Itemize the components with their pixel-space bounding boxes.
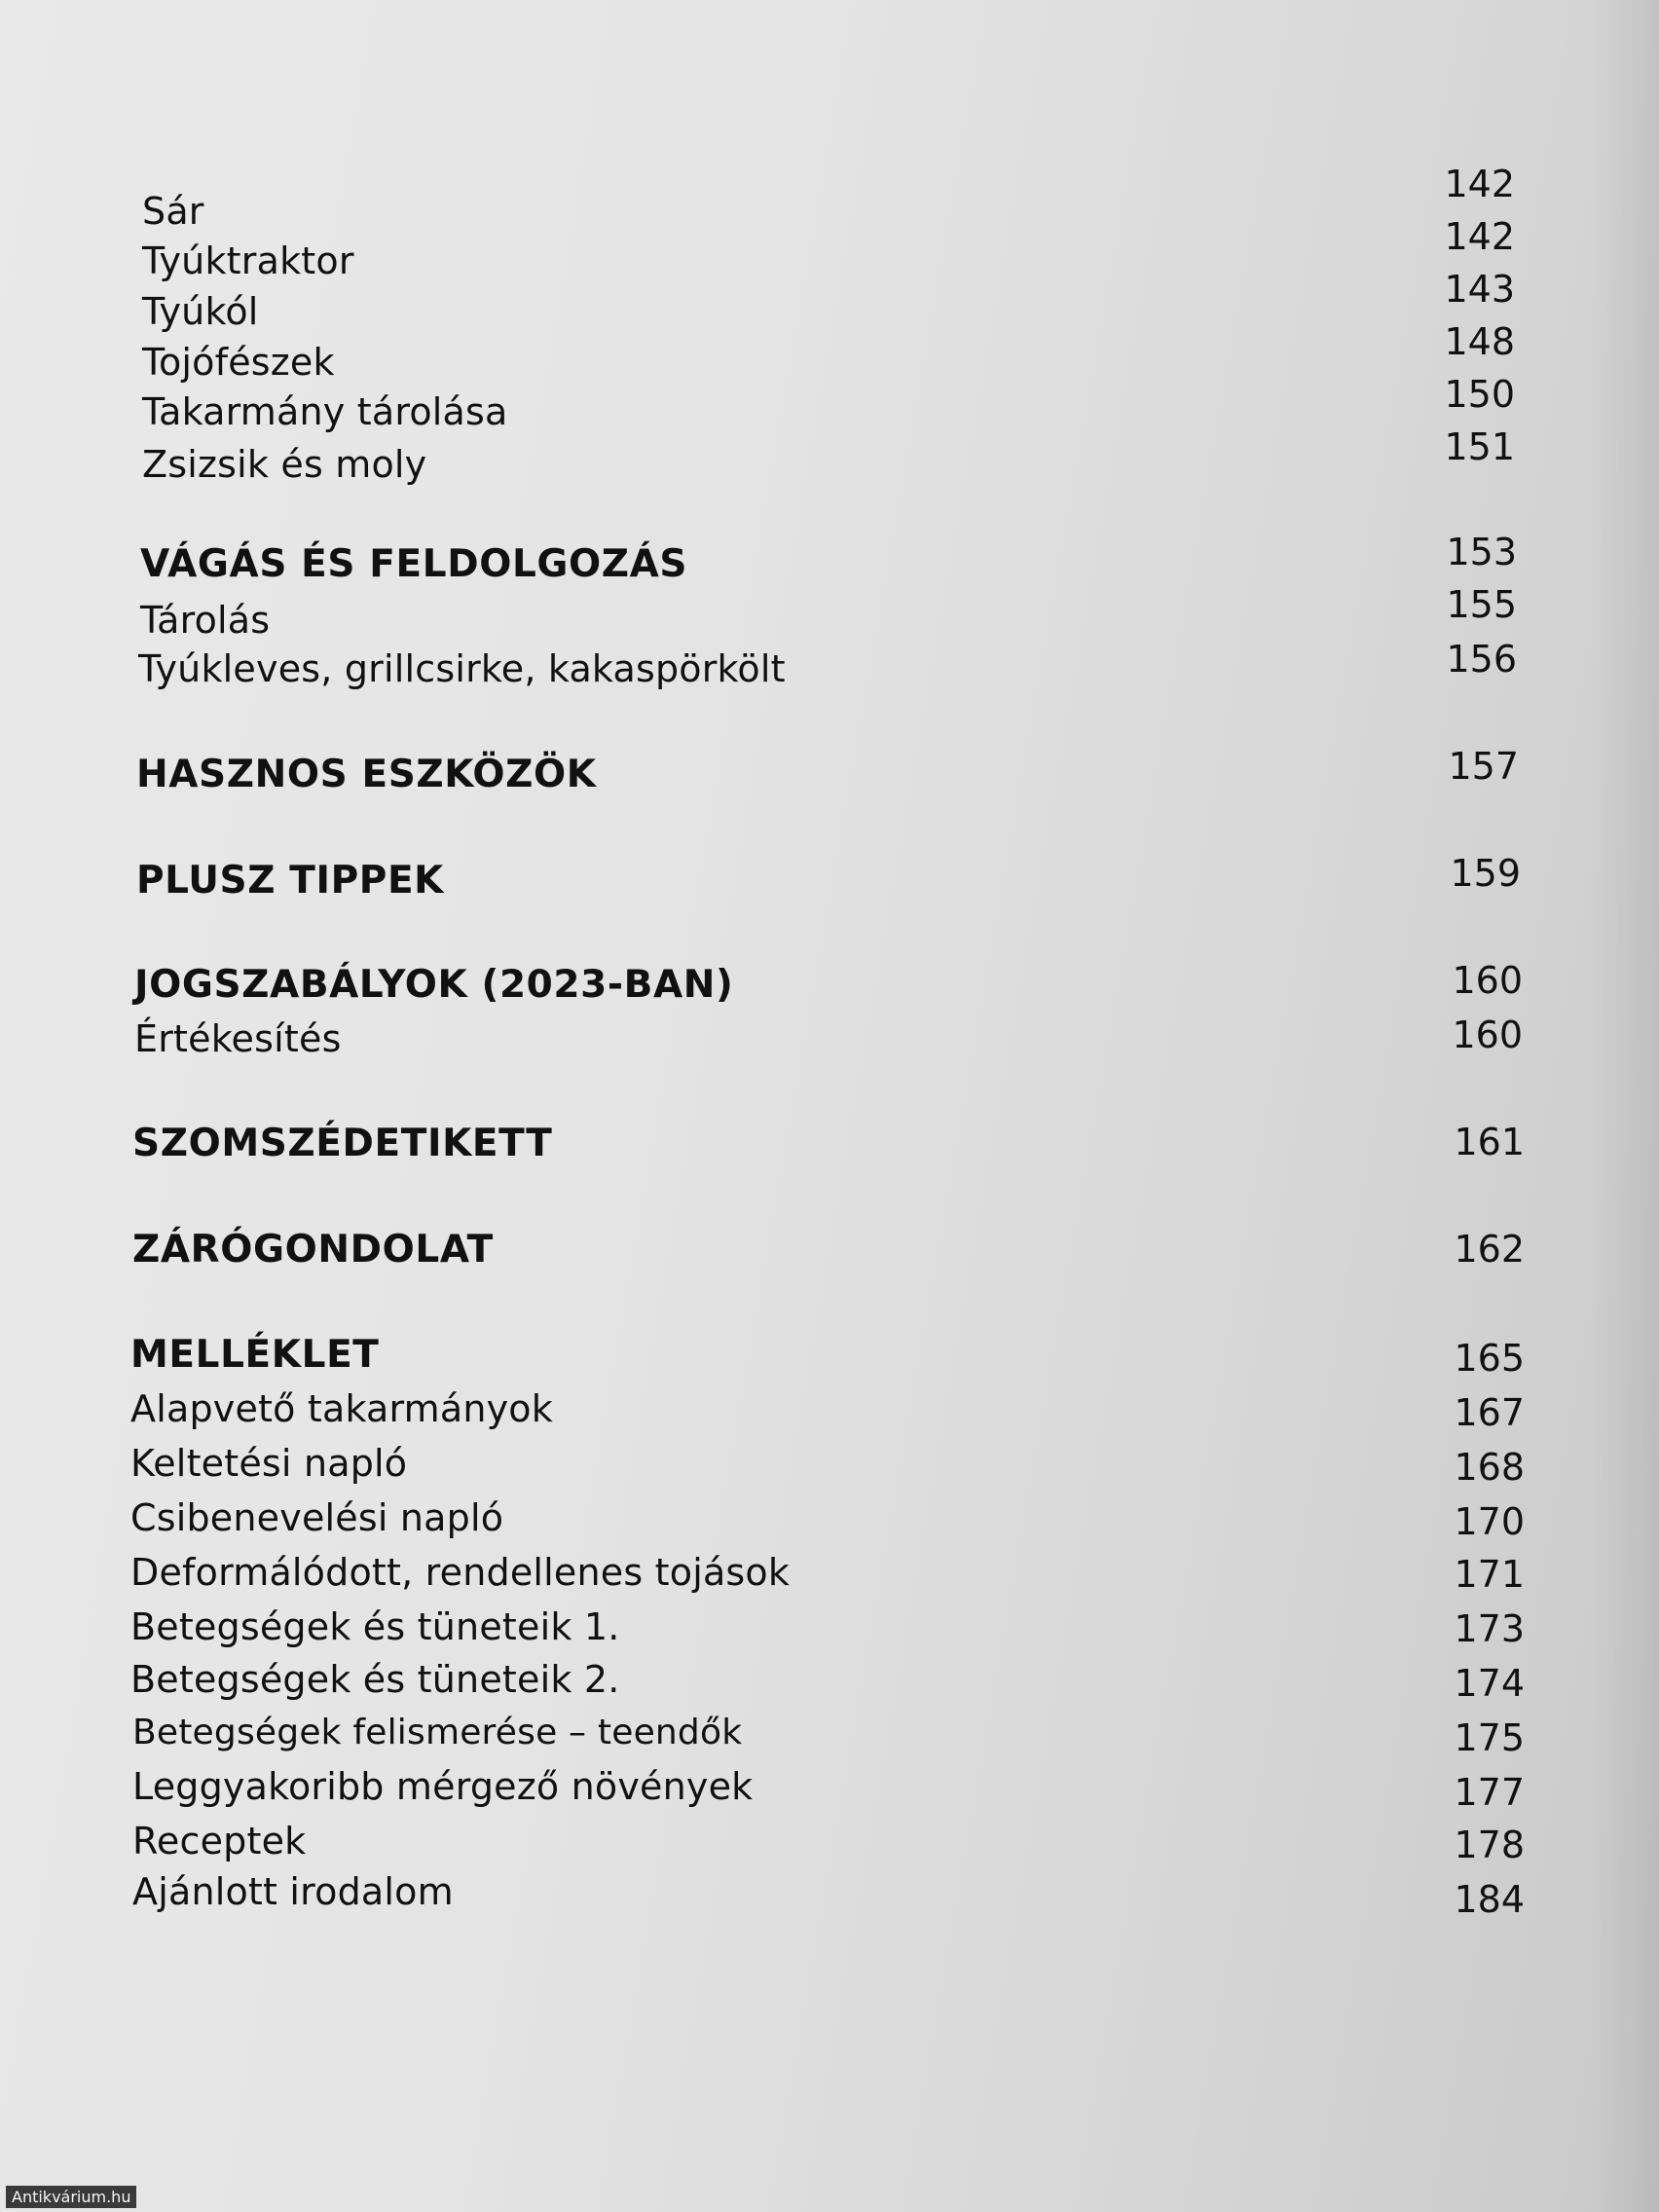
- toc-page-number: 184: [1454, 1878, 1525, 1921]
- toc-title: Betegségek és tüneteik 2.: [130, 1658, 620, 1701]
- toc-title: Deformálódott, rendellenes tojások: [130, 1551, 791, 1594]
- toc-title: Receptek: [132, 1820, 307, 1862]
- toc-page-number: 148: [1444, 320, 1515, 363]
- toc-page-number: 151: [1444, 425, 1515, 468]
- toc-page-number: 159: [1450, 852, 1521, 895]
- toc-title: Takarmány tárolása: [142, 390, 508, 433]
- toc-section-title: VÁGÁS ÉS FELDOLGOZÁS: [140, 542, 688, 586]
- toc-page-number: 178: [1454, 1824, 1525, 1866]
- toc-page-number: 155: [1446, 583, 1517, 626]
- toc-section-title: ZÁRÓGONDOLAT: [132, 1228, 494, 1272]
- toc-page-number: 177: [1454, 1771, 1525, 1814]
- toc-title: Tyúkleves, grillcsirke, kakaspörkölt: [138, 647, 786, 690]
- toc-page-number: 143: [1444, 268, 1515, 311]
- toc-title: Csibenevelési napló: [130, 1496, 504, 1539]
- toc-section-title: HASZNOS ESZKÖZÖK: [136, 753, 597, 796]
- toc-title: Leggyakoribb mérgező növények: [132, 1765, 754, 1808]
- page-edge-shadow: [1591, 0, 1659, 2212]
- toc-page-number: 161: [1454, 1121, 1525, 1163]
- toc-title: Keltetési napló: [130, 1442, 408, 1485]
- toc-page-number: 173: [1454, 1607, 1525, 1650]
- toc-section-title: PLUSZ TIPPEK: [136, 859, 445, 903]
- toc-title: Betegségek és tüneteik 1.: [130, 1605, 620, 1648]
- toc-page-number: 170: [1454, 1500, 1525, 1543]
- toc-title: Tyúkól: [142, 290, 259, 333]
- toc-page-number: 160: [1452, 1014, 1523, 1056]
- toc-section-title: JOGSZABÁLYOK (2023-BAN): [134, 963, 734, 1007]
- toc-page-number: 142: [1444, 163, 1515, 205]
- toc-page-number: 165: [1454, 1337, 1525, 1380]
- toc-title: Értékesítés: [134, 1017, 342, 1060]
- toc-page-number: 150: [1444, 373, 1515, 416]
- toc-page-number: 156: [1446, 638, 1517, 681]
- toc-section-title: MELLÉKLET: [130, 1333, 380, 1377]
- toc-title: Tyúktraktor: [142, 240, 354, 282]
- toc-page-number: 171: [1454, 1553, 1525, 1596]
- toc-page-number: 153: [1446, 531, 1517, 573]
- toc-title: Tárolás: [140, 599, 271, 642]
- toc-section-title: SZOMSZÉDETIKETT: [132, 1122, 553, 1165]
- toc-page-number: 157: [1448, 745, 1519, 788]
- toc-title: Sár: [142, 190, 204, 233]
- watermark: Antikvárium.hu: [6, 2186, 136, 2208]
- toc-page-number: 160: [1452, 959, 1523, 1002]
- toc-page-number: 162: [1454, 1228, 1525, 1271]
- toc-page-number: 174: [1454, 1662, 1525, 1705]
- toc-page-number: 167: [1454, 1391, 1525, 1434]
- toc-title: Ajánlott irodalom: [132, 1870, 454, 1913]
- toc-page-number: 175: [1454, 1716, 1525, 1759]
- toc-page-number: 142: [1444, 215, 1515, 258]
- toc-title: Betegségek felismerése – teendők: [132, 1713, 743, 1752]
- toc-page-number: 168: [1454, 1446, 1525, 1489]
- toc-title: Alapvető takarmányok: [130, 1387, 553, 1430]
- toc-title: Zsizsik és moly: [142, 443, 427, 486]
- toc-title: Tojófészek: [142, 341, 335, 384]
